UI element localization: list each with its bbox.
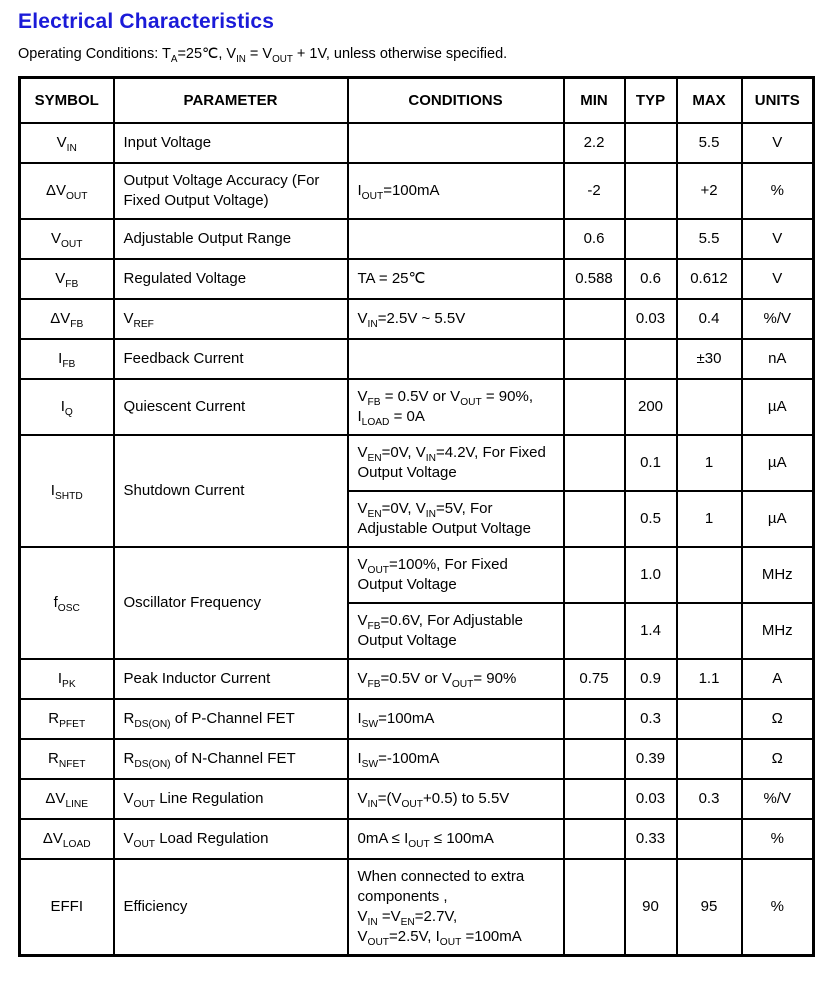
units-cell: %/V xyxy=(742,779,814,819)
operating-conditions: Operating Conditions: $T_A=25℃$, $V_{IN} = V_{OUT} + 1V$, unless otherwise specified. xyxy=(18,46,508,65)
units-cell: %/V xyxy=(742,299,814,339)
typ-cell: 0.6 xyxy=(625,259,677,299)
max-cell: 0.612 xyxy=(677,259,742,299)
min-cell: 0.6 xyxy=(564,219,625,259)
column-header: CONDITIONS xyxy=(348,78,564,124)
typ-cell: 1.0 xyxy=(625,547,677,603)
max-cell xyxy=(677,547,742,603)
table-row xyxy=(20,339,814,379)
typ-cell: 0.3 xyxy=(625,699,677,739)
max-cell xyxy=(677,819,742,859)
table-row xyxy=(20,739,814,779)
min-cell xyxy=(564,699,625,739)
column-header: MAX xyxy=(677,78,742,124)
units-cell: MHz xyxy=(742,603,814,659)
table-row xyxy=(20,819,814,859)
min-cell xyxy=(564,491,625,547)
max-cell xyxy=(677,603,742,659)
conditions-cell: $I_{SW}=-100mA$ xyxy=(348,739,564,779)
min-cell xyxy=(564,603,625,659)
typ-cell: 1.4 xyxy=(625,603,677,659)
table-row xyxy=(20,163,814,219)
symbol-cell: $I_{FB}$ xyxy=(20,339,114,379)
parameter-cell: Peak Inductor Current xyxy=(114,659,348,699)
symbol-cell: $\Delta V_{LINE}$ xyxy=(20,779,114,819)
units-cell: Ω xyxy=(742,739,814,779)
max-cell: 0.3 xyxy=(677,779,742,819)
parameter-cell: Regulated Voltage xyxy=(114,259,348,299)
min-cell xyxy=(564,819,625,859)
table-row xyxy=(20,299,814,339)
parameter-cell: $V_{OUT}$ Line Regulation xyxy=(114,779,348,819)
parameter-cell: Efficiency xyxy=(114,859,348,956)
max-cell: 5.5 xyxy=(677,219,742,259)
symbol-cell: $I_{PK}$ xyxy=(20,659,114,699)
typ-cell: 0.9 xyxy=(625,659,677,699)
header-row xyxy=(20,78,814,124)
units-cell: µA xyxy=(742,491,814,547)
symbol-cell: EFFI xyxy=(20,859,114,956)
max-cell: ±30 xyxy=(677,339,742,379)
parameter-cell: Shutdown Current xyxy=(114,435,348,547)
max-cell: 1 xyxy=(677,435,742,491)
symbol-cell: $\Delta V_{LOAD}$ xyxy=(20,819,114,859)
conditions-cell: $V_{IN}=2.5V$ ~ 5.5V xyxy=(348,299,564,339)
conditions-cell xyxy=(348,219,564,259)
table-header xyxy=(20,78,814,124)
table-row xyxy=(20,379,814,435)
units-cell: V xyxy=(742,259,814,299)
section-title: Electrical Characteristics xyxy=(18,10,275,33)
units-cell: µA xyxy=(742,435,814,491)
typ-cell: 0.39 xyxy=(625,739,677,779)
conditions-cell: $V_{FB} = 0.5V$ or $V_{OUT} = 90\%$, $I_{LOAD} = 0A$ xyxy=(348,379,564,435)
symbol-cell: $f_{OSC}$ xyxy=(20,547,114,659)
column-header: UNITS xyxy=(742,78,814,124)
table-row xyxy=(20,123,814,163)
table-row xyxy=(20,219,814,259)
units-cell: Ω xyxy=(742,699,814,739)
max-cell: 0.4 xyxy=(677,299,742,339)
parameter-cell: Input Voltage xyxy=(114,123,348,163)
max-cell xyxy=(677,379,742,435)
min-cell xyxy=(564,739,625,779)
parameter-cell: $V_{REF}$ xyxy=(114,299,348,339)
conditions-cell: TA = 25℃ xyxy=(348,259,564,299)
column-header: PARAMETER xyxy=(114,78,348,124)
typ-cell: 90 xyxy=(625,859,677,956)
units-cell: nA xyxy=(742,339,814,379)
symbol-cell: $V_{OUT}$ xyxy=(20,219,114,259)
symbol-cell: $R_{PFET}$ xyxy=(20,699,114,739)
min-cell xyxy=(564,859,625,956)
max-cell: 1 xyxy=(677,491,742,547)
max-cell xyxy=(677,739,742,779)
conditions-cell: $V_{EN}=0V$, $V_{IN}=5V$, For Adjustable Output Voltage xyxy=(348,491,564,547)
min-cell: 0.75 xyxy=(564,659,625,699)
units-cell: MHz xyxy=(742,547,814,603)
conditions-cell: $I_{SW}=100mA$ xyxy=(348,699,564,739)
min-cell xyxy=(564,299,625,339)
table-row xyxy=(20,699,814,739)
symbol-cell: $V_{IN}$ xyxy=(20,123,114,163)
max-cell: 1.1 xyxy=(677,659,742,699)
conditions-cell xyxy=(348,339,564,379)
typ-cell: 0.1 xyxy=(625,435,677,491)
conditions-cell: $V_{EN}=0V$, $V_{IN}=4.2V$, For Fixed Output Voltage xyxy=(348,435,564,491)
max-cell: 95 xyxy=(677,859,742,956)
column-header: SYMBOL xyxy=(20,78,114,124)
conditions-cell: $V_{IN}=(V_{OUT}+0.5)$ to 5.5V xyxy=(348,779,564,819)
parameter-cell: $V_{OUT}$ Load Regulation xyxy=(114,819,348,859)
typ-cell: 0.03 xyxy=(625,779,677,819)
conditions-cell: $I_{OUT}=100mA$ xyxy=(348,163,564,219)
symbol-cell: $V_{FB}$ xyxy=(20,259,114,299)
max-cell xyxy=(677,699,742,739)
table-row xyxy=(20,659,814,699)
typ-cell: 0.33 xyxy=(625,819,677,859)
typ-cell: 0.5 xyxy=(625,491,677,547)
units-cell: V xyxy=(742,219,814,259)
table-row xyxy=(20,259,814,299)
parameter-cell: Feedback Current xyxy=(114,339,348,379)
parameter-cell: Quiescent Current xyxy=(114,379,348,435)
parameter-cell: Adjustable Output Range xyxy=(114,219,348,259)
electrical-characteristics-table xyxy=(18,76,815,957)
parameter-cell: $R_{DS(ON)}$ of N-Channel FET xyxy=(114,739,348,779)
table-row xyxy=(20,435,814,491)
min-cell: 0.588 xyxy=(564,259,625,299)
conditions-cell xyxy=(348,123,564,163)
min-cell xyxy=(564,547,625,603)
symbol-cell: $\Delta V_{FB}$ xyxy=(20,299,114,339)
max-cell: 5.5 xyxy=(677,123,742,163)
column-header: MIN xyxy=(564,78,625,124)
table-row xyxy=(20,859,814,956)
min-cell xyxy=(564,779,625,819)
parameter-cell: Oscillator Frequency xyxy=(114,547,348,659)
table-row xyxy=(20,779,814,819)
conditions-cell: $0mA \le I_{OUT} \le 100mA$ xyxy=(348,819,564,859)
typ-cell xyxy=(625,163,677,219)
conditions-cell: When connected to extra components , $V_{IN} =V_{EN}=2.7V$, $V_{OUT}=2.5V$, $I_{OUT} =100mA$ xyxy=(348,859,564,956)
symbol-cell: $I_Q$ xyxy=(20,379,114,435)
table-row xyxy=(20,547,814,603)
symbol-cell: $\Delta V_{OUT}$ xyxy=(20,163,114,219)
min-cell xyxy=(564,435,625,491)
units-cell: % xyxy=(742,819,814,859)
typ-cell: 0.03 xyxy=(625,299,677,339)
symbol-cell: $R_{NFET}$ xyxy=(20,739,114,779)
min-cell xyxy=(564,339,625,379)
max-cell: +2 xyxy=(677,163,742,219)
min-cell: 2.2 xyxy=(564,123,625,163)
conditions-cell: $V_{OUT}=100\%$, For Fixed Output Voltage xyxy=(348,547,564,603)
parameter-cell: Output Voltage Accuracy (For Fixed Output Voltage) xyxy=(114,163,348,219)
conditions-cell: $V_{FB}=0.6V$, For Adjustable Output Voltage xyxy=(348,603,564,659)
typ-cell xyxy=(625,339,677,379)
typ-cell: 200 xyxy=(625,379,677,435)
units-cell: V xyxy=(742,123,814,163)
units-cell: % xyxy=(742,859,814,956)
table-body xyxy=(20,123,814,956)
typ-cell xyxy=(625,123,677,163)
min-cell xyxy=(564,379,625,435)
units-cell: A xyxy=(742,659,814,699)
min-cell: -2 xyxy=(564,163,625,219)
conditions-cell: $V_{FB}=0.5V$ or $V_{OUT}= 90\%$ xyxy=(348,659,564,699)
parameter-cell: $R_{DS(ON)}$ of P-Channel FET xyxy=(114,699,348,739)
units-cell: % xyxy=(742,163,814,219)
typ-cell xyxy=(625,219,677,259)
column-header: TYP xyxy=(625,78,677,124)
symbol-cell: $I_{SHTD}$ xyxy=(20,435,114,547)
units-cell: µA xyxy=(742,379,814,435)
